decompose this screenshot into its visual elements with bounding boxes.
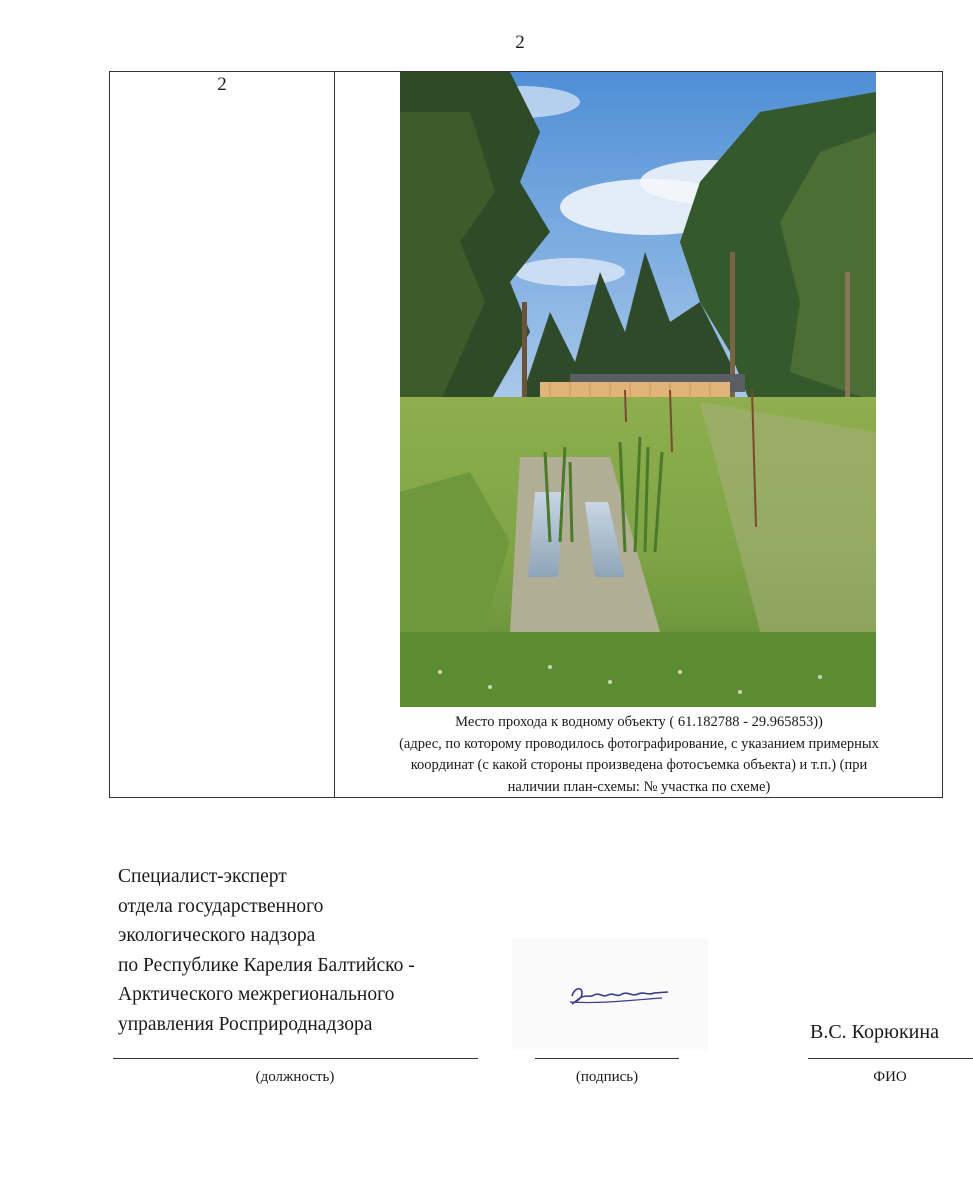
fio-label: ФИО [873, 1069, 907, 1085]
page-number: 2 [515, 32, 525, 53]
fio-name: В.С. Корюкина [810, 1021, 939, 1043]
position-line: Специалист-эксперт [118, 866, 287, 887]
photo-table [109, 71, 943, 798]
caption-line: наличии план-схемы: № участка по схеме) [507, 778, 771, 795]
position-underline [113, 1058, 478, 1059]
signature-underline [535, 1058, 679, 1059]
position-line: Арктического межрегионального [118, 984, 395, 1005]
position-line: отдела государственного [118, 895, 324, 917]
photo-caption [335, 712, 943, 798]
site-photo [400, 72, 876, 707]
position-line: управления Росприроднадзора [118, 1013, 373, 1035]
row-number: 2 [217, 74, 227, 95]
signature-label: (подпись) [575, 1069, 639, 1085]
position-label: (должность) [255, 1069, 335, 1085]
caption-line: координат (с какой стороны произведена фотосъемка объекта) и т.п.) (при [410, 757, 868, 773]
column-divider [334, 72, 335, 797]
fio-underline [808, 1058, 973, 1059]
caption-line: (адрес, по которому проводилось фотографирование, с указанием примерных [399, 735, 879, 752]
position-line: по Республике Карелия Балтийско - [118, 954, 415, 976]
position-title [118, 862, 498, 1039]
caption-line: Место прохода к водному объекту ( 61.182788 - 29.965853)) [455, 714, 823, 730]
position-line: экологического надзора [118, 925, 316, 946]
signature-image [512, 938, 708, 1050]
